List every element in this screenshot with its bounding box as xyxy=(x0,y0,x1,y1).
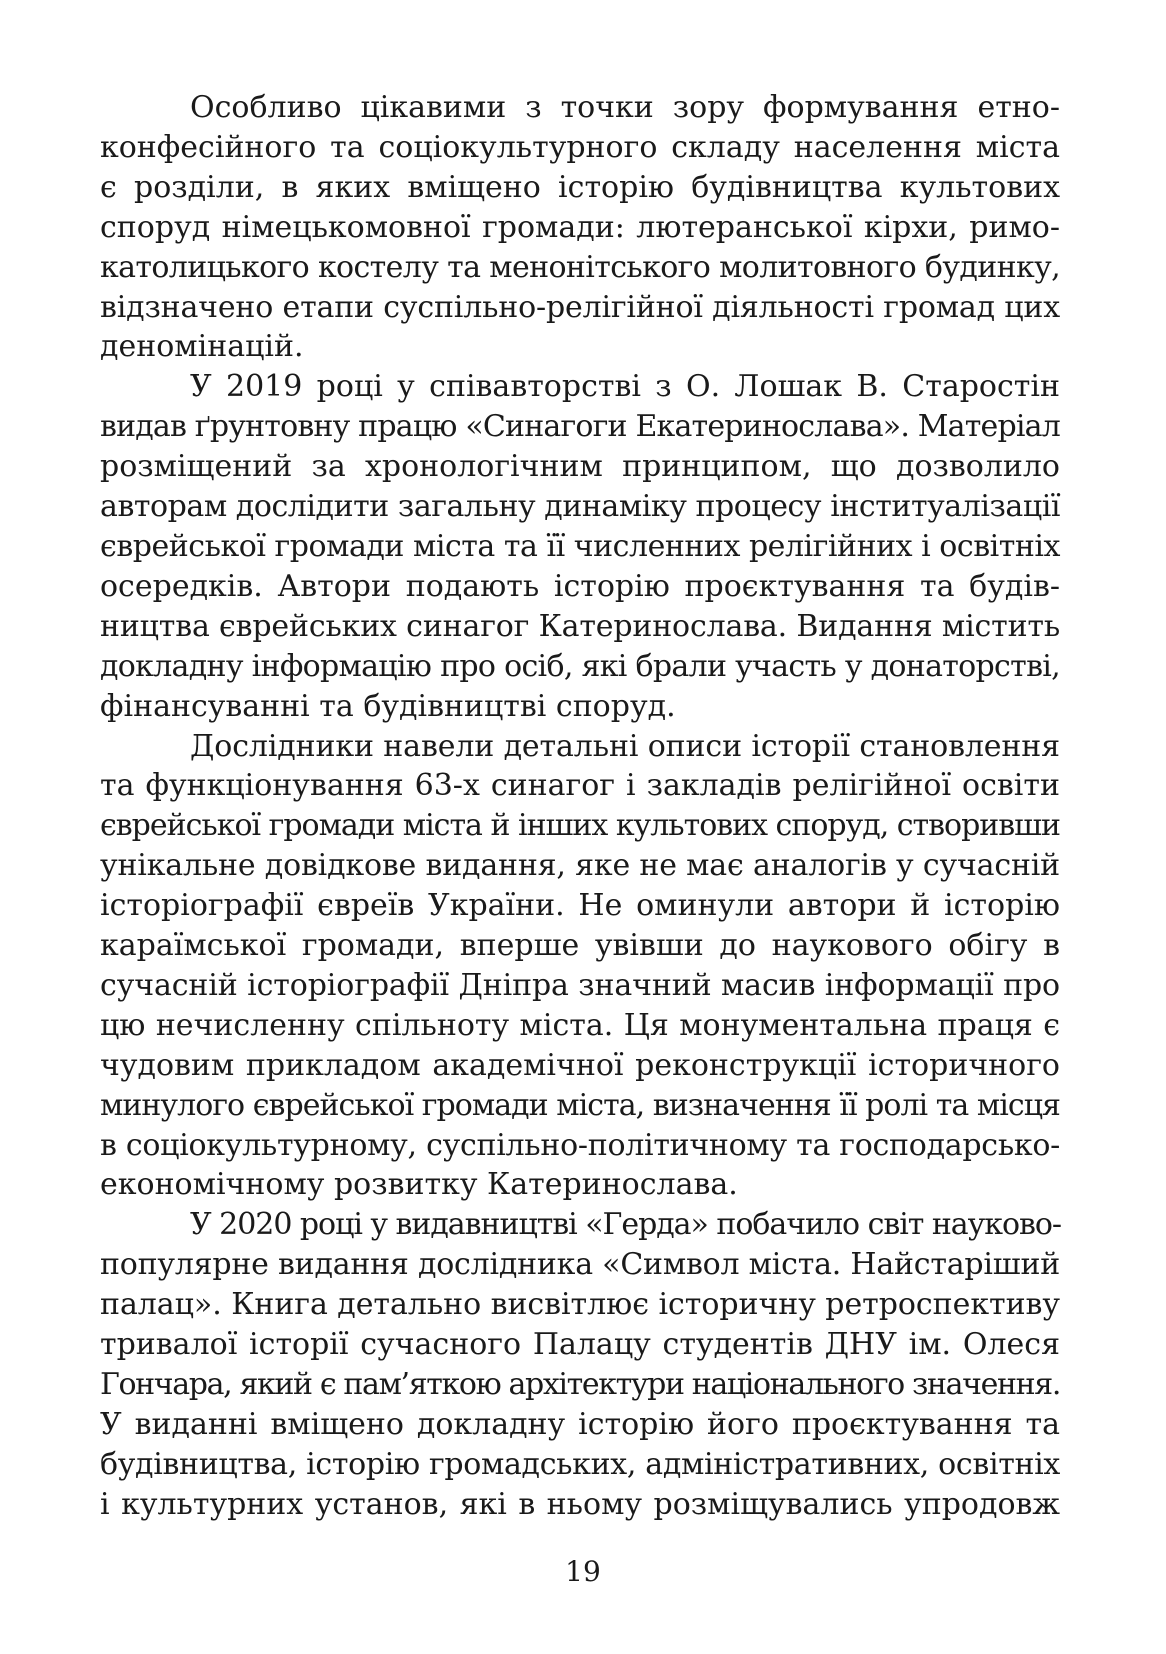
text-line: Особливо цікавими з точки зору формування етно- xyxy=(190,90,1060,125)
body-text xyxy=(100,88,1060,1525)
text-line: У 2020 році у видавництві «Герда» побачило світ науково- xyxy=(190,1207,1062,1243)
text-line: Дослідники навели детальні описи історії становлення xyxy=(190,728,1060,764)
text-line: і культурних установ, які в ньому розміщувались упродовж xyxy=(100,1486,1060,1522)
paragraph xyxy=(100,1205,1060,1524)
text-line: в соціокультурному, суспільно-політичному та господарсько- xyxy=(100,1127,1060,1163)
text-line: авторам дослідити загальну динаміку процесу інституалізації xyxy=(100,489,1060,525)
text-line: є розділи, в яких вміщено історію будівництва культових xyxy=(100,169,1060,205)
paragraph xyxy=(100,727,1060,1206)
text-line: та функціонування 63-х синагог і закладів релігійної освіти xyxy=(100,768,1060,804)
text-line: видав ґрунтовну працю «Синагоги Екатеринослава». Матеріал xyxy=(100,409,1060,445)
paragraph xyxy=(100,367,1060,726)
text-line: будівництва, історію громадських, адміністративних, освітніх xyxy=(100,1446,1060,1482)
text-line: осередків. Автори подають історію проєктування та будів- xyxy=(100,568,1060,604)
text-line: деномінацій. xyxy=(100,329,304,365)
text-line: минулого єврейської громади міста, визначення її ролі та місця xyxy=(100,1087,1060,1123)
text-line: відзначено етапи суспільно-релігійної діяльності громад цих xyxy=(100,289,1060,325)
text-line: палац». Книга детально висвітлює історичну ретроспективу xyxy=(100,1287,1060,1323)
text-line: У виданні вміщено докладну історію його проєктування та xyxy=(100,1406,1060,1442)
text-line: тривалої історії сучасного Палацу студентів ДНУ ім. Олеся xyxy=(100,1327,1060,1363)
page-number: 19 xyxy=(565,1555,601,1588)
text-line: Гончара, який є пам’яткою архітектури національного значення. xyxy=(100,1367,1060,1402)
text-line: ництва єврейських синагог Катеринослава. Видання містить xyxy=(100,608,1060,644)
text-line: караїмської громади, вперше увівши до наукового обігу в xyxy=(100,928,1060,964)
text-line: популярне видання дослідника «Символ міста. Найстаріший xyxy=(100,1247,1060,1283)
text-line: цю нечисленну спільноту міста. Ця монументальна праця є xyxy=(100,1007,1060,1043)
text-line: єврейської громади міста й інших культових споруд, створивши xyxy=(100,808,1060,844)
text-line: католицького костелу та менонітського молитовного будинку, xyxy=(100,249,1060,285)
text-line: споруд німецькомовної громади: лютеранської кірхи, римо- xyxy=(100,209,1060,245)
text-line: докладну інформацію про осіб, які брали участь у донаторстві, xyxy=(100,648,1060,684)
text-line: чудовим прикладом академічної реконструкції історичного xyxy=(100,1047,1060,1083)
text-line: єврейської громади міста та її численних релігійних і освітніх xyxy=(100,528,1060,564)
text-line: історіографії євреїв України. Не оминули автори й історію xyxy=(100,888,1060,924)
text-line: унікальне довідкове видання, яке не має аналогів у сучасній xyxy=(100,848,1060,884)
paragraph xyxy=(100,88,1060,367)
text-line: розміщений за хронологічним принципом, що дозволило xyxy=(100,449,1060,485)
text-line: фінансуванні та будівництві споруд. xyxy=(100,688,676,724)
text-line: У 2019 році у співавторстві з О. Лошак В. Старостін xyxy=(190,369,1060,405)
text-line: економічному розвитку Катеринослава. xyxy=(100,1167,738,1203)
text-line: конфесійного та соціокультурного складу населення міста xyxy=(100,129,1060,165)
text-line: сучасній історіографії Дніпра значний масив інформації про xyxy=(100,967,1060,1003)
